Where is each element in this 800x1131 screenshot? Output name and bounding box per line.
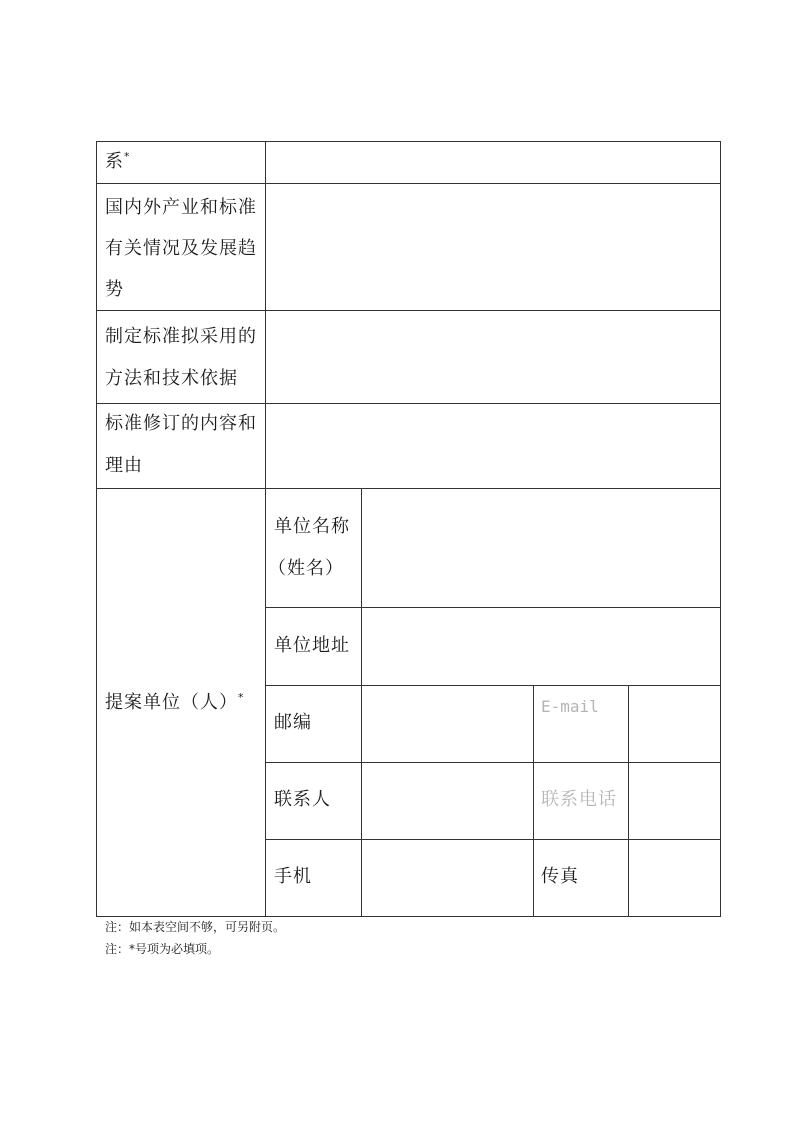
unit-name-value-cell[interactable] [362, 489, 720, 607]
column-divider [533, 685, 534, 916]
row-label-method-line: 制定标准拟采用的 [105, 326, 257, 347]
table-border-right [720, 141, 721, 916]
fax-value-cell[interactable] [629, 840, 720, 916]
row-label-industry-line: 有关情况及发展趋 [105, 238, 257, 259]
contact-phone-value-cell[interactable] [629, 763, 720, 839]
proposer-label: 提案单位（人）* [105, 691, 245, 713]
mobile-value-cell[interactable] [362, 840, 533, 916]
industry-status-value-cell[interactable] [266, 184, 720, 310]
unit-address-label: 单位地址 [274, 635, 350, 656]
contact-phone-label: 联系电话 [541, 789, 617, 810]
revision-value-cell[interactable] [266, 404, 720, 488]
unit-name-label-line: （姓名） [268, 558, 344, 579]
table-border-left [96, 141, 97, 916]
email-label: E-mail [541, 697, 599, 716]
fax-label: 传真 [541, 866, 579, 887]
row-label-method-line: 方法和技术依据 [105, 368, 238, 389]
unit-name-label-line: 单位名称 [274, 516, 350, 537]
row-label-industry-line: 势 [105, 279, 124, 300]
postcode-value-cell[interactable] [362, 686, 533, 762]
row1-value-cell[interactable] [266, 142, 720, 183]
email-value-cell[interactable] [629, 686, 720, 762]
contact-person-label: 联系人 [274, 789, 331, 810]
footnote: 注：如本表空间不够，可另附页。 [105, 920, 286, 934]
table-border-bottom [96, 916, 721, 917]
unit-address-value-cell[interactable] [362, 608, 720, 685]
row-label-industry-line: 国内外产业和标准 [105, 197, 257, 218]
footnote: 注：*号项为必填项。 [105, 942, 220, 956]
row-label-system: 系* [105, 150, 131, 172]
postcode-label: 邮编 [274, 712, 312, 733]
method-value-cell[interactable] [266, 311, 720, 403]
row-label-revision-line: 标准修订的内容和 [105, 413, 257, 434]
mobile-label: 手机 [274, 866, 312, 887]
row-label-revision-line: 理由 [105, 455, 143, 476]
contact-person-value-cell[interactable] [362, 763, 533, 839]
